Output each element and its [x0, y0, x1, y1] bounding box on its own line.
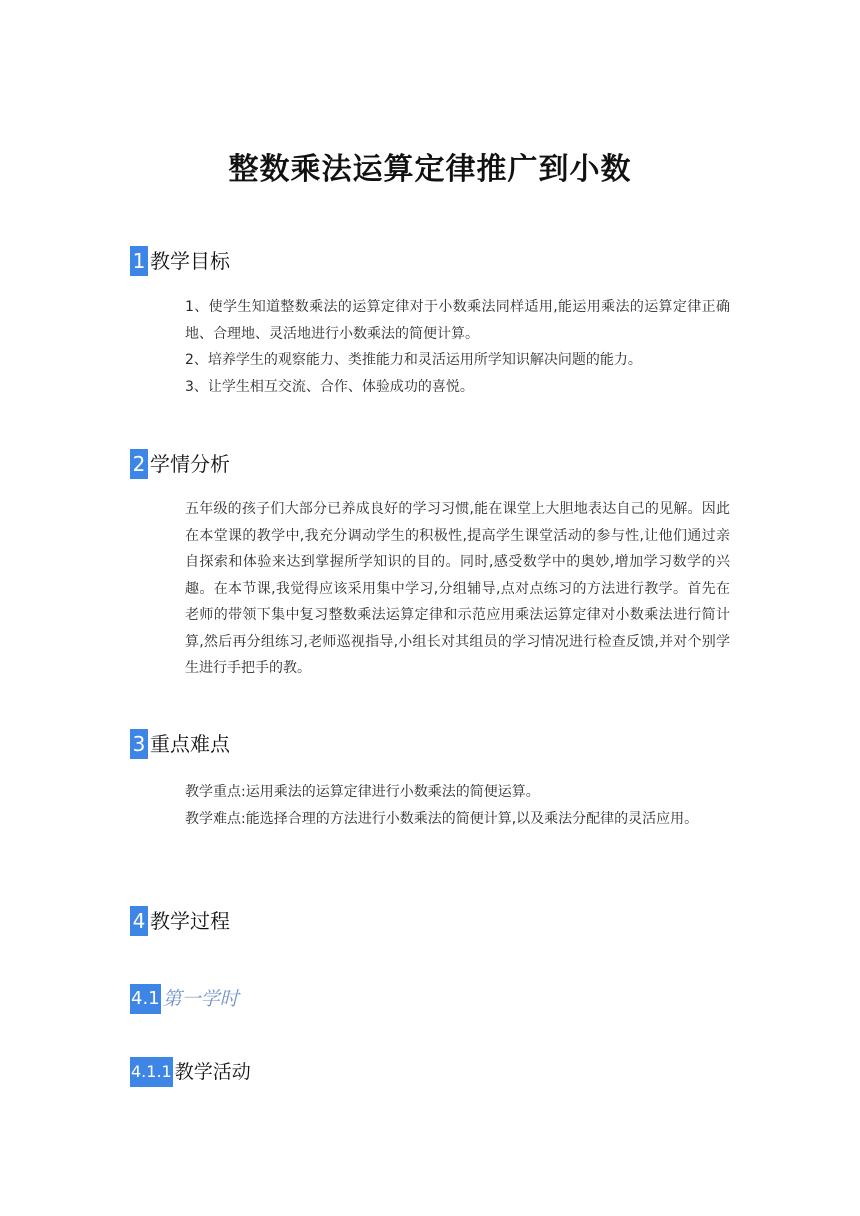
body-line: 教学重点:运用乘法的运算定律进行小数乘法的简便运算。: [185, 784, 540, 800]
section-heading-objectives: [130, 246, 230, 276]
body-line: 1、使学生知道整数乘法的运算定律对于小数乘法同样适用,能运用乘法的运算定律正确地、合理地、灵活地进行小数乘法的简便计算。: [185, 299, 730, 342]
section-heading-process: [130, 906, 230, 936]
section-body-objectives: [185, 294, 730, 400]
document-title: 整数乘法运算定律推广到小数: [228, 152, 632, 187]
section-heading-text: 学情分析: [150, 452, 230, 476]
section-number-badge: 4: [130, 906, 148, 936]
section-number-badge: 2: [130, 449, 148, 479]
section-number-badge: 3: [130, 729, 148, 759]
section-heading-text: 教学目标: [150, 249, 230, 273]
section-heading-text: 重点难点: [150, 732, 230, 756]
subsection-heading-activities: [130, 1057, 251, 1087]
section-heading-key-points: [130, 729, 230, 759]
body-line: 3、让学生相互交流、合作、体验成功的喜悦。: [185, 378, 474, 395]
subsection-heading-text: 第一学时: [162, 988, 239, 1010]
subsection-number-badge: 4.1.1: [130, 1057, 173, 1087]
body-line: 教学难点:能选择合理的方法进行小数乘法的简便计算,以及乘法分配律的灵活应用。: [185, 810, 699, 827]
subsection-heading-first-period: [130, 984, 239, 1014]
subsection-heading-text: 教学活动: [174, 1061, 251, 1083]
body-line: 2、培养学生的观察能力、类推能力和灵活运用所学知识解决问题的能力。: [185, 352, 642, 368]
section-heading-analysis: [130, 449, 230, 479]
section-body-analysis: [185, 496, 730, 682]
body-paragraph: 五年级的孩子们大部分已养成良好的学习习惯,能在课堂上大胆地表达自己的见解。因此在本堂课的教学中,我充分调动学生的积极性,提高学生课堂活动的参与性,让他们通过亲自探索和体验来达到掌握所学知识的目的。同时,感受数学中的奥妙,增加学习数学的兴趣。在本节课,我觉得应该采用集中学习,分组辅导,点对点练习的方法进行教学。首先在老师的带领下集中复习整数乘法运算定律和示范应用乘法运算定律对小数乘法进行简计算,然后再分组练习,老师巡视指导,小组长对其组员的学习情况进行检查反馈,并对个别学生进行手把手的教。: [185, 501, 730, 676]
section-body-key-points: [185, 779, 730, 832]
section-heading-text: 教学过程: [150, 909, 230, 933]
subsection-number-badge: 4.1: [130, 984, 161, 1014]
section-number-badge: 1: [130, 246, 148, 276]
